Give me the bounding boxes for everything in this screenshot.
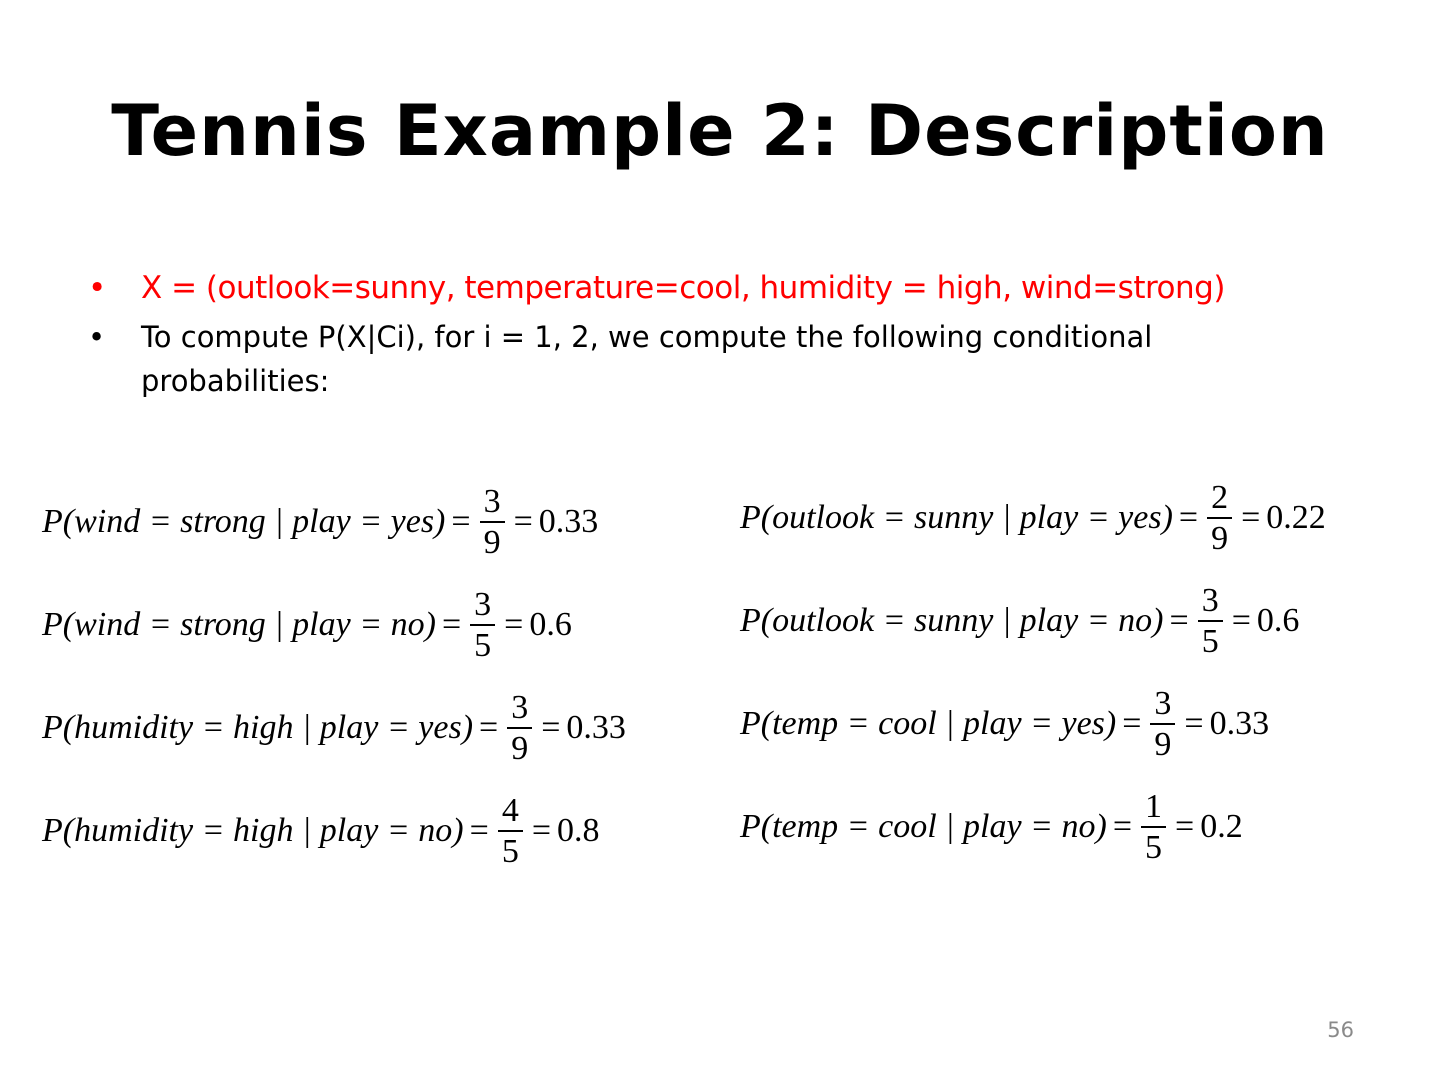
equals-sign: = bbox=[479, 709, 499, 746]
equation-lhs: P(temp = cool | play = no) bbox=[740, 808, 1107, 845]
equation-row bbox=[740, 470, 1326, 566]
equals-sign: = bbox=[469, 812, 489, 849]
equation-value: 0.33 bbox=[566, 709, 626, 746]
equations-right-column bbox=[740, 470, 1326, 882]
fraction-numerator: 3 bbox=[511, 689, 529, 727]
equals-sign: = bbox=[504, 606, 524, 643]
equation-row bbox=[740, 573, 1326, 669]
fraction bbox=[1198, 581, 1223, 661]
equation-lhs: P(wind = strong | play = no) bbox=[42, 606, 436, 643]
bullet-text: To compute P(X|Ci), for i = 1, 2, we compute the following conditional probabilities: bbox=[141, 320, 1153, 398]
equation-value: 0.2 bbox=[1200, 808, 1243, 845]
fraction bbox=[1150, 684, 1175, 764]
bullet-text: X = (outlook=sunny, temperature=cool, humidity = high, wind=strong) bbox=[141, 270, 1225, 306]
bullet-marker: • bbox=[88, 320, 106, 354]
equation-lhs: P(outlook = sunny | play = yes) bbox=[740, 499, 1173, 536]
equation-row bbox=[42, 474, 626, 570]
equation-lhs: P(outlook = sunny | play = no) bbox=[740, 602, 1164, 639]
equals-sign: = bbox=[1112, 808, 1132, 845]
fraction bbox=[470, 585, 495, 665]
bullet-item-x-definition bbox=[88, 266, 1418, 310]
equals-sign: = bbox=[1184, 705, 1204, 742]
fraction-denominator: 9 bbox=[1154, 725, 1172, 763]
equals-sign: = bbox=[451, 503, 471, 540]
fraction-denominator: 5 bbox=[1201, 622, 1219, 660]
fraction-denominator: 9 bbox=[1211, 519, 1229, 557]
equals-sign: = bbox=[513, 503, 533, 540]
fraction bbox=[498, 791, 523, 871]
fraction bbox=[507, 688, 532, 768]
bullet-list bbox=[88, 266, 1418, 403]
equals-sign: = bbox=[1122, 705, 1142, 742]
fraction-denominator: 9 bbox=[483, 523, 501, 561]
equals-sign: = bbox=[441, 606, 462, 643]
equation-row bbox=[42, 577, 626, 673]
fraction-numerator: 3 bbox=[1201, 582, 1219, 620]
fraction-numerator: 1 bbox=[1145, 788, 1162, 826]
bullet-item-compute bbox=[88, 315, 1281, 403]
equation-value: 0.6 bbox=[529, 606, 572, 643]
fraction-numerator: 3 bbox=[474, 586, 492, 624]
equals-sign: = bbox=[541, 709, 561, 746]
equals-sign: = bbox=[1175, 808, 1195, 845]
equation-lhs: P(humidity = high | play = no) bbox=[42, 812, 464, 849]
equation-row bbox=[740, 779, 1326, 875]
bullet-marker: • bbox=[88, 270, 106, 306]
fraction-denominator: 5 bbox=[474, 626, 492, 664]
equation-row bbox=[740, 676, 1326, 772]
fraction-denominator: 5 bbox=[1145, 828, 1162, 866]
equation-row bbox=[42, 680, 626, 776]
fraction-denominator: 5 bbox=[501, 832, 519, 870]
equals-sign: = bbox=[531, 812, 551, 849]
fraction-denominator: 9 bbox=[511, 729, 529, 767]
equals-sign: = bbox=[1231, 602, 1251, 639]
fraction-numerator: 3 bbox=[483, 483, 501, 521]
equation-lhs: P(wind = strong | play = yes) bbox=[42, 503, 446, 540]
page-number: 56 bbox=[1327, 1018, 1354, 1042]
fraction-numerator: 4 bbox=[501, 792, 519, 830]
equation-value: 0.22 bbox=[1266, 499, 1326, 536]
equations-left-column bbox=[42, 474, 626, 886]
equation-value: 0.33 bbox=[1209, 705, 1270, 742]
fraction-numerator: 3 bbox=[1154, 685, 1172, 723]
slide-title: Tennis Example 2: Description bbox=[111, 90, 1329, 172]
equals-sign: = bbox=[1169, 602, 1189, 639]
equation-value: 0.8 bbox=[557, 812, 600, 849]
equation-row bbox=[42, 783, 626, 879]
fraction bbox=[1207, 478, 1232, 558]
fraction bbox=[480, 482, 505, 562]
equation-lhs: P(humidity = high | play = yes) bbox=[42, 709, 474, 746]
fraction bbox=[1141, 787, 1166, 867]
equals-sign: = bbox=[1241, 499, 1261, 536]
equation-value: 0.33 bbox=[538, 503, 599, 540]
equation-lhs: P(temp = cool | play = yes) bbox=[740, 705, 1117, 742]
equation-value: 0.6 bbox=[1256, 602, 1300, 639]
fraction-numerator: 2 bbox=[1211, 479, 1229, 517]
equals-sign: = bbox=[1178, 499, 1199, 536]
